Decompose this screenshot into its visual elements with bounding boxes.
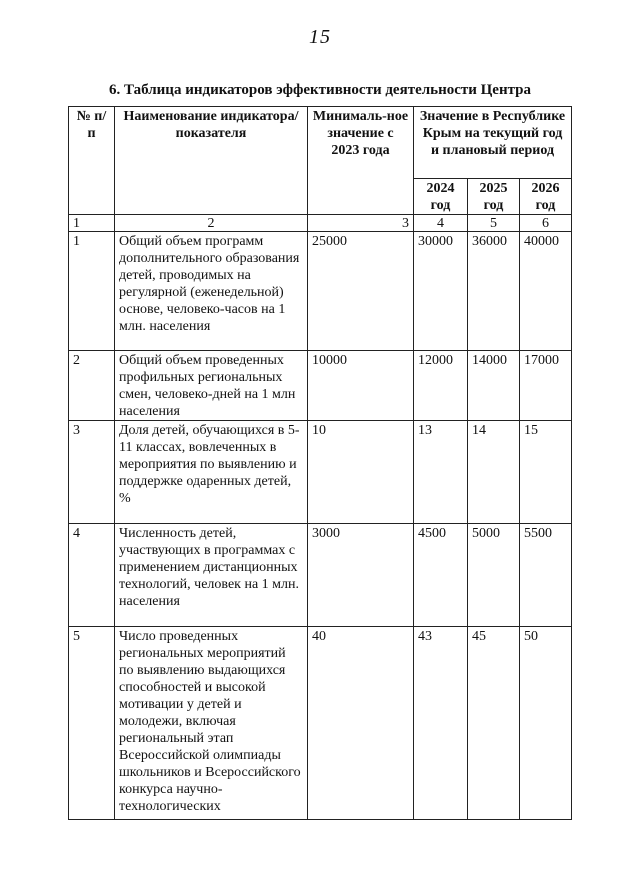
min-value: 10000 xyxy=(308,351,414,421)
table-row xyxy=(69,524,572,627)
col-number: 5 xyxy=(468,215,520,232)
col-number: 2 xyxy=(115,215,308,232)
value-2025: 36000 xyxy=(468,232,520,351)
row-num: 2 xyxy=(69,351,115,421)
value-2024: 13 xyxy=(414,421,468,524)
indicator-name: Численность детей, участвующих в программах с применением дистанционных технологий, человек на 1 млн. населения xyxy=(115,524,308,627)
value-2025: 45 xyxy=(468,627,520,820)
table-row xyxy=(69,627,572,820)
section-title: 6. Таблица индикаторов эффективности деятельности Центра xyxy=(108,82,532,98)
indicators-table xyxy=(68,106,572,820)
value-2025: 14000 xyxy=(468,351,520,421)
value-2024: 30000 xyxy=(414,232,468,351)
page-number: 15 xyxy=(309,26,331,48)
indicator-name: Общий объем программ дополнительного образования детей, проводимых на регулярной (еженедельной) основе, человеко-часов на 1 млн. населения xyxy=(115,232,308,351)
header-value: Значение в Республике Крым на текущий год и плановый период xyxy=(414,107,572,179)
col-number: 1 xyxy=(69,215,115,232)
table-row xyxy=(69,351,572,421)
row-num: 5 xyxy=(69,627,115,820)
min-value: 3000 xyxy=(308,524,414,627)
header-min: Минималь-ное значение с 2023 года xyxy=(308,107,414,215)
value-2026: 5500 xyxy=(520,524,572,627)
value-2024: 4500 xyxy=(414,524,468,627)
row-num: 3 xyxy=(69,421,115,524)
value-2025: 14 xyxy=(468,421,520,524)
min-value: 10 xyxy=(308,421,414,524)
col-number: 4 xyxy=(414,215,468,232)
col-number: 3 xyxy=(308,215,414,232)
header-name: Наименование индикатора/показателя xyxy=(115,107,308,215)
column-numbers-row xyxy=(69,215,572,232)
indicator-name: Число проведенных региональных мероприятий по выявлению выдающихся способностей и высокой мотивации у детей и молодежи, включая региональный этап Всероссийской олимпиады школьников и Всероссийского конкурса научно-технологических xyxy=(115,627,308,820)
table-row xyxy=(69,421,572,524)
min-value: 40 xyxy=(308,627,414,820)
table-row xyxy=(69,232,572,351)
value-2026: 40000 xyxy=(520,232,572,351)
indicator-name: Общий объем проведенных профильных региональных смен, человеко-дней на 1 млн населения xyxy=(115,351,308,421)
header-num: № п/п xyxy=(69,107,115,215)
header-year-2024: 2024 год xyxy=(414,179,468,215)
col-number: 6 xyxy=(520,215,572,232)
header-year-2026: 2026 год xyxy=(520,179,572,215)
value-2024: 43 xyxy=(414,627,468,820)
value-2026: 50 xyxy=(520,627,572,820)
value-2026: 15 xyxy=(520,421,572,524)
value-2025: 5000 xyxy=(468,524,520,627)
min-value: 25000 xyxy=(308,232,414,351)
value-2026: 17000 xyxy=(520,351,572,421)
row-num: 4 xyxy=(69,524,115,627)
value-2024: 12000 xyxy=(414,351,468,421)
indicator-name: Доля детей, обучающихся в 5-11 классах, вовлеченных в мероприятия по выявлению и поддержке одаренных детей, % xyxy=(115,421,308,524)
row-num: 1 xyxy=(69,232,115,351)
header-year-2025: 2025 год xyxy=(468,179,520,215)
